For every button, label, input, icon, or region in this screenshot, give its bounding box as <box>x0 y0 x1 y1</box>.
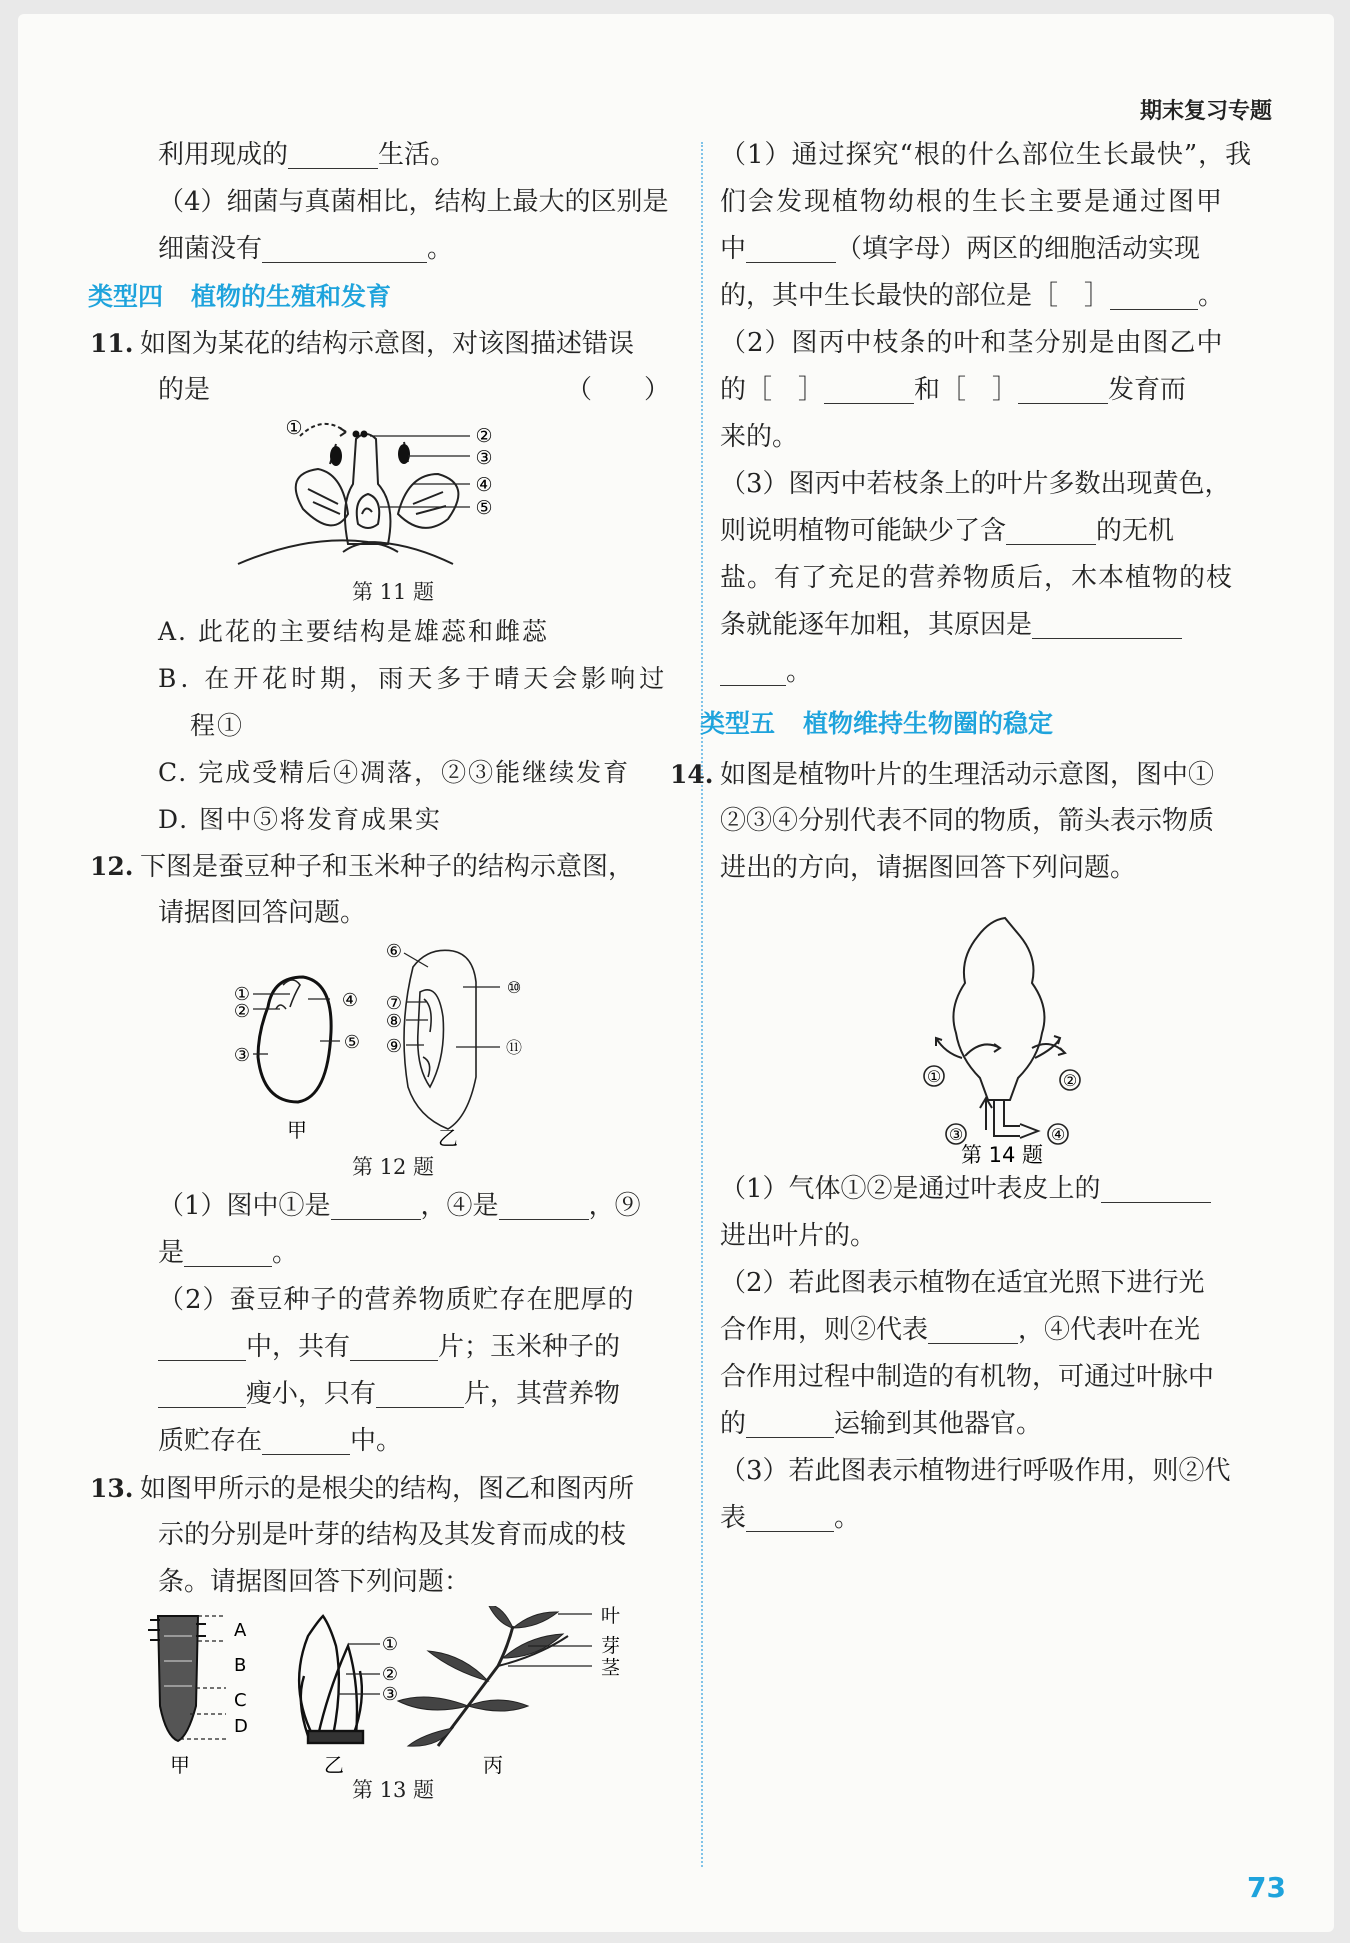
q12-figure-caption: 第 12 题 <box>351 1155 435 1179</box>
seed-label-11: ⑪ <box>505 1038 523 1057</box>
q13-sub2-line1: （2）图丙中枝条的叶和茎分别是由图乙中 <box>720 328 1224 358</box>
question-number: 11. <box>90 329 134 358</box>
answer-blank[interactable] <box>1032 608 1182 639</box>
q14-sub2-line2: 合作用，则②代表 ，④代表叶在光 <box>720 1315 1201 1345</box>
leaf-label-4: ④ <box>1050 1125 1066 1144</box>
leaf-label-2: ② <box>1062 1071 1078 1090</box>
root-tip <box>158 1616 198 1741</box>
answer-blank[interactable] <box>746 1407 834 1438</box>
root-bud-branch-svg <box>108 1606 678 1774</box>
answer-blank[interactable] <box>746 1501 834 1532</box>
flower-label-1: ① <box>285 417 303 439</box>
answer-blank[interactable] <box>331 1189 421 1220</box>
q13-sub2-line3: 来的。 <box>720 422 799 452</box>
root-label-a: A <box>234 1620 247 1641</box>
answer-blank[interactable] <box>720 655 786 686</box>
q14-sub2-line4: 的 运输到其他器官。 <box>720 1409 1043 1439</box>
q11-option-b[interactable]: B. 在开花时期，雨天多于晴天会影响过 <box>158 664 669 693</box>
q14-stem-line1: 14. 如图是植物叶片的生理活动示意图，图中① <box>670 751 1300 798</box>
q13-sub1-line4: 的，其中生长最快的部位是［ ］ 。 <box>720 281 1225 311</box>
q13-sub2-line2: 的［ ］ 和［ ］ 发育而 <box>720 375 1187 405</box>
answer-blank[interactable] <box>1101 1172 1211 1203</box>
seed-label-8: ⑧ <box>385 1011 403 1032</box>
root-label-c: C <box>234 1690 247 1711</box>
question-number: 14. <box>670 760 714 789</box>
seed-yi-label: 乙 <box>438 1126 458 1150</box>
branch-label-stem: 茎 <box>601 1657 621 1679</box>
root-label-d: D <box>234 1716 248 1737</box>
q12-sub2-line3: 瘦小，只有 片，其营养物 <box>108 1371 678 1418</box>
seed-label-5: ⑤ <box>343 1032 361 1053</box>
q13-sub3-line3: 盐。有了充足的营养物质后，木本植物的枝 <box>720 563 1234 593</box>
seed-label-1: ① <box>233 984 251 1005</box>
q14-sub2-line1: （2）若此图表示植物在适宜光照下进行光 <box>720 1268 1205 1298</box>
anther-right <box>398 444 410 464</box>
answer-blank[interactable] <box>288 138 378 169</box>
flower-label-2: ② <box>475 425 493 447</box>
branch-label-bud: 芽 <box>601 1635 621 1657</box>
q13-sub1-line3: 中 （填字母）两区的细胞活动实现 <box>720 234 1201 264</box>
bud-yi-label: 乙 <box>324 1753 344 1774</box>
seed-structure-svg <box>108 937 678 1151</box>
anther-left <box>330 446 342 466</box>
q10-continuation-line: 利用现成的 生活。 <box>158 140 457 170</box>
seed-label-9: ⑨ <box>385 1036 403 1057</box>
answer-blank[interactable] <box>262 1424 350 1455</box>
leaf-activity-svg <box>720 898 1300 1166</box>
flower-diagram <box>108 414 678 576</box>
q11-option-b-cont: 程① <box>190 711 245 740</box>
leaf-outline <box>953 918 1044 1100</box>
q13-figure-caption: 第 13 题 <box>351 1778 435 1802</box>
branch <box>398 1606 568 1746</box>
q14-sub3-line2: 表 。 <box>720 1503 861 1533</box>
bud-label-1: ① <box>381 1634 399 1655</box>
right-column <box>670 132 1300 1542</box>
answer-blank[interactable] <box>1006 514 1096 545</box>
answer-paren[interactable]: （ ） <box>565 375 670 405</box>
section-heading-type4: 类型四 植物的生殖和发育 <box>88 282 392 311</box>
seed-label-2: ② <box>233 1001 251 1022</box>
seed-label-7: ⑦ <box>385 993 403 1014</box>
answer-blank[interactable] <box>376 1377 464 1408</box>
seed-diagram <box>108 937 678 1151</box>
answer-blank[interactable] <box>499 1189 589 1220</box>
page-number: 73 <box>1247 1871 1286 1904</box>
q13-sub3-line1: （3）图丙中若枝条上的叶片多数出现黄色， <box>720 469 1231 499</box>
root-label-b: B <box>234 1655 247 1676</box>
seed-label-10: ⑩ <box>506 978 522 997</box>
q14-stem-line2: ②③④分别代表不同的物质，箭头表示物质 <box>720 806 1215 836</box>
flower-label-4: ④ <box>475 474 493 496</box>
flower-label-3: ③ <box>475 447 493 469</box>
column-divider <box>701 142 703 1867</box>
q13-sub3-line5: 。 <box>720 649 1300 696</box>
root-bud-branch-diagram <box>108 1606 678 1774</box>
root-jia-label: 甲 <box>170 1753 190 1774</box>
workbook-page <box>18 14 1334 1932</box>
leaf-bud <box>299 1616 363 1743</box>
answer-blank[interactable] <box>1110 279 1198 310</box>
q13-sub1-line1: （1）通过探究“根的什么部位生长最快”，我 <box>720 140 1253 170</box>
answer-blank[interactable] <box>824 373 914 404</box>
page-header-title: 期末复习专题 <box>1139 99 1272 124</box>
q14-sub1-line1: （1）气体①②是通过叶表皮上的 <box>720 1166 1300 1213</box>
q12-sub2-line4: 质贮存在 中。 <box>158 1426 403 1456</box>
q14-figure-caption: 第 14 题 <box>960 1143 1044 1166</box>
question-number: 13. <box>90 1474 134 1503</box>
answer-blank[interactable] <box>184 1236 272 1267</box>
answer-blank[interactable] <box>746 232 836 263</box>
q12-sub2-line2: 中，共有 片；玉米种子的 <box>108 1324 678 1371</box>
answer-blank[interactable] <box>350 1330 438 1361</box>
q13-sub1-line2: 们会发现植物幼根的生长主要是通过图甲 <box>720 187 1225 217</box>
q11-option-d[interactable]: D. 图中⑤将发育成果实 <box>158 805 443 834</box>
answer-blank[interactable] <box>928 1313 1018 1344</box>
q11-option-c[interactable]: C. 完成受精后④凋落，②③能继续发育 <box>158 758 631 787</box>
left-column <box>88 132 678 1806</box>
q10-sub4-line2: 细菌没有 。 <box>158 234 454 264</box>
q11-option-a[interactable]: A. 此花的主要结构是雄蕊和雌蕊 <box>158 617 549 646</box>
q12-stem-line1: 12. 下图是蚕豆种子和玉米种子的结构示意图， <box>90 843 678 890</box>
q14-sub2-line3: 合作用过程中制造的有机物，可通过叶脉中 <box>720 1362 1215 1392</box>
answer-blank[interactable] <box>158 1377 246 1408</box>
q14-stem-line3: 进出的方向，请据图回答下列问题。 <box>720 853 1137 883</box>
corn-seed <box>404 950 476 1129</box>
q12-sub2-line1: （2）蚕豆种子的营养物质贮存在肥厚的 <box>158 1285 635 1315</box>
bud-label-2: ② <box>381 1664 399 1685</box>
q10-sub4-line1: （4）细菌与真菌相比，结构上最大的区别是 <box>158 187 669 217</box>
q11-stem-line1: 11. 如图为某花的结构示意图，对该图描述错误 <box>90 320 678 367</box>
q13-stem-line3: 条。请据图回答下列问题： <box>158 1567 471 1597</box>
q12-sub1-line2: 是 。 <box>158 1238 299 1268</box>
seed-jia-label: 甲 <box>287 1118 307 1142</box>
q13-sub3-line4: 条就能逐年加粗，其原因是 <box>720 602 1300 649</box>
q14-sub3-line1: （3）若此图表示植物进行呼吸作用，则②代 <box>720 1456 1231 1486</box>
q13-stem-line2: 示的分别是叶芽的结构及其发育而成的枝 <box>158 1520 627 1550</box>
flower-structure-svg <box>108 414 678 576</box>
seed-label-3: ③ <box>233 1045 251 1066</box>
leaf-label-1: ① <box>926 1067 942 1086</box>
q13-sub3-line2: 则说明植物可能缺少了含 的无机 <box>720 516 1175 546</box>
branch-label-leaf: 叶 <box>601 1606 621 1627</box>
q12-sub1-line1: （1）图中①是 ，④是 ，⑨ <box>158 1191 641 1221</box>
section-heading-type5: 类型五 植物维持生物圈的稳定 <box>700 709 1054 738</box>
leaf-label-3: ③ <box>948 1125 964 1144</box>
bud-label-3: ③ <box>381 1684 399 1705</box>
flower-label-5: ⑤ <box>475 497 493 519</box>
q14-sub1-line2: 进出叶片的。 <box>720 1221 877 1251</box>
answer-blank[interactable] <box>262 232 427 263</box>
question-number: 12. <box>90 852 134 881</box>
answer-blank[interactable] <box>158 1330 246 1361</box>
q12-stem-line2: 请据图回答问题。 <box>158 898 367 928</box>
q13-stem-line1: 13. 如图甲所示的是根尖的结构，图乙和图丙所 <box>90 1465 678 1512</box>
seed-label-4: ④ <box>341 990 359 1011</box>
q11-figure-caption: 第 11 题 <box>351 580 435 604</box>
answer-blank[interactable] <box>1018 373 1108 404</box>
leaf-activity-diagram <box>720 898 1300 1166</box>
branch-bing-label: 丙 <box>483 1753 503 1774</box>
seed-label-6: ⑥ <box>385 941 403 962</box>
q11-stem-line2: 的是 （ ） <box>108 367 678 414</box>
